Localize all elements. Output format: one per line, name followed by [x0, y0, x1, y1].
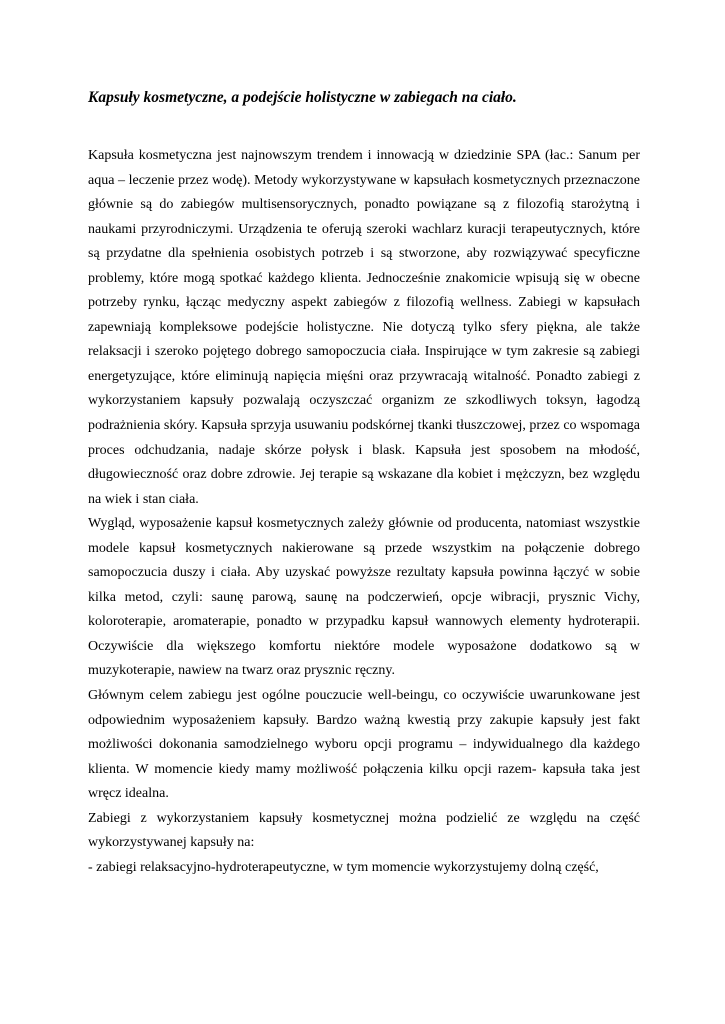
list-item-relaxation: - zabiegi relaksacyjno-hydroterapeutyczne, w tym momencie wykorzystujemy dolną część,	[88, 859, 599, 875]
paragraph-goal: Głównym celem zabiegu jest ogólne pouczucie well-beingu, co oczywiście uwarunkowane jest odpowiednim wyposażeniem kapsuły. Bardzo ważną kwestią przy zakupie kapsuły jest fakt możliwości dokonania samodzielnego wyboru opcji programu – indywidualnego dla każdego klienta. W momencie kiedy mamy możliwość połączenia kilku opcji razem- kapsuła taka jest wręcz idealna.	[88, 688, 640, 802]
paragraph-intro: Kapsuła kosmetyczna jest najnowszym trendem i innowacją w dziedzinie SPA (łac.: Sanum per aqua – leczenie przez wodę). Metody wykorzystywane w kapsułach kosmetycznych przeznaczone głównie są do zabiegów multisensorycznych, ponadto powiązane są z filozofią starożytną i naukami przyrodniczymi. Urządzenia te oferują szeroki wachlarz kuracji terapeutycznych, które są przydatne dla spełnienia osobistych potrzeb i są stworzone, aby rozwiązywać specyficzne problemy, które mogą spotkać każdego klienta. Jednocześnie znakomicie wpisują się w obecne potrzeby rynku, łącząc medyczny aspekt zabiegów z filozofią wellness. Zabiegi w kapsułach zapewniają kompleksowe podejście holistyczne. Nie dotyczą tylko sfery piękna, ale także relaksacji i szeroko pojętego dobrego samopoczucia ciała. Inspirujące w tym zakresie są zabiegi energetyzujące, które eliminują napięcia mięśni oraz przywracają witalność. Ponadto zabiegi z wykorzystaniem kapsuły pozwalają oczyszczać organizm ze szkodliwych toksyn, łagodzą podrażnienia skóry. Kapsuła sprzyja usuwaniu podskórnej tkanki tłuszczowej, przez co wspomaga proces odchudzania, nadaje skórze połysk i blask. Kapsuła jest sposobem na młodość, długowieczność oraz dobre zdrowie. Jej terapie są wskazane dla kobiet i mężczyzn, bez względu na wiek i stan ciała.	[88, 148, 640, 507]
document-body	[88, 144, 640, 880]
paragraph-division: Zabiegi z wykorzystaniem kapsuły kosmetycznej można podzielić ze względu na część wykorzystywanej kapsuły na:	[88, 810, 640, 851]
document-title: Kapsuły kosmetyczne, a podejście holistyczne w zabiegach na ciało.	[88, 89, 517, 106]
paragraph-equipment: Wygląd, wyposażenie kapsuł kosmetycznych zależy głównie od producenta, natomiast wszystkie modele kapsuł kosmetycznych nakierowane są przede wszystkim na połączenie dobrego samopoczucia duszy i ciała. Aby uzyskać powyższe rezultaty kapsuła powinna łączyć w sobie kilka metod, czyli: saunę parową, saunę na podczerwień, opcje wibracji, prysznic Vichy, koloroterapie, aromaterapie, ponadto w przypadku kapsuł wannowych elementy hydroterapii. Oczywiście dla większego komfortu niektóre modele wyposażone dodatkowo są w muzykoterapie, nawiew na twarz oraz prysznic ręczny.	[88, 516, 640, 679]
